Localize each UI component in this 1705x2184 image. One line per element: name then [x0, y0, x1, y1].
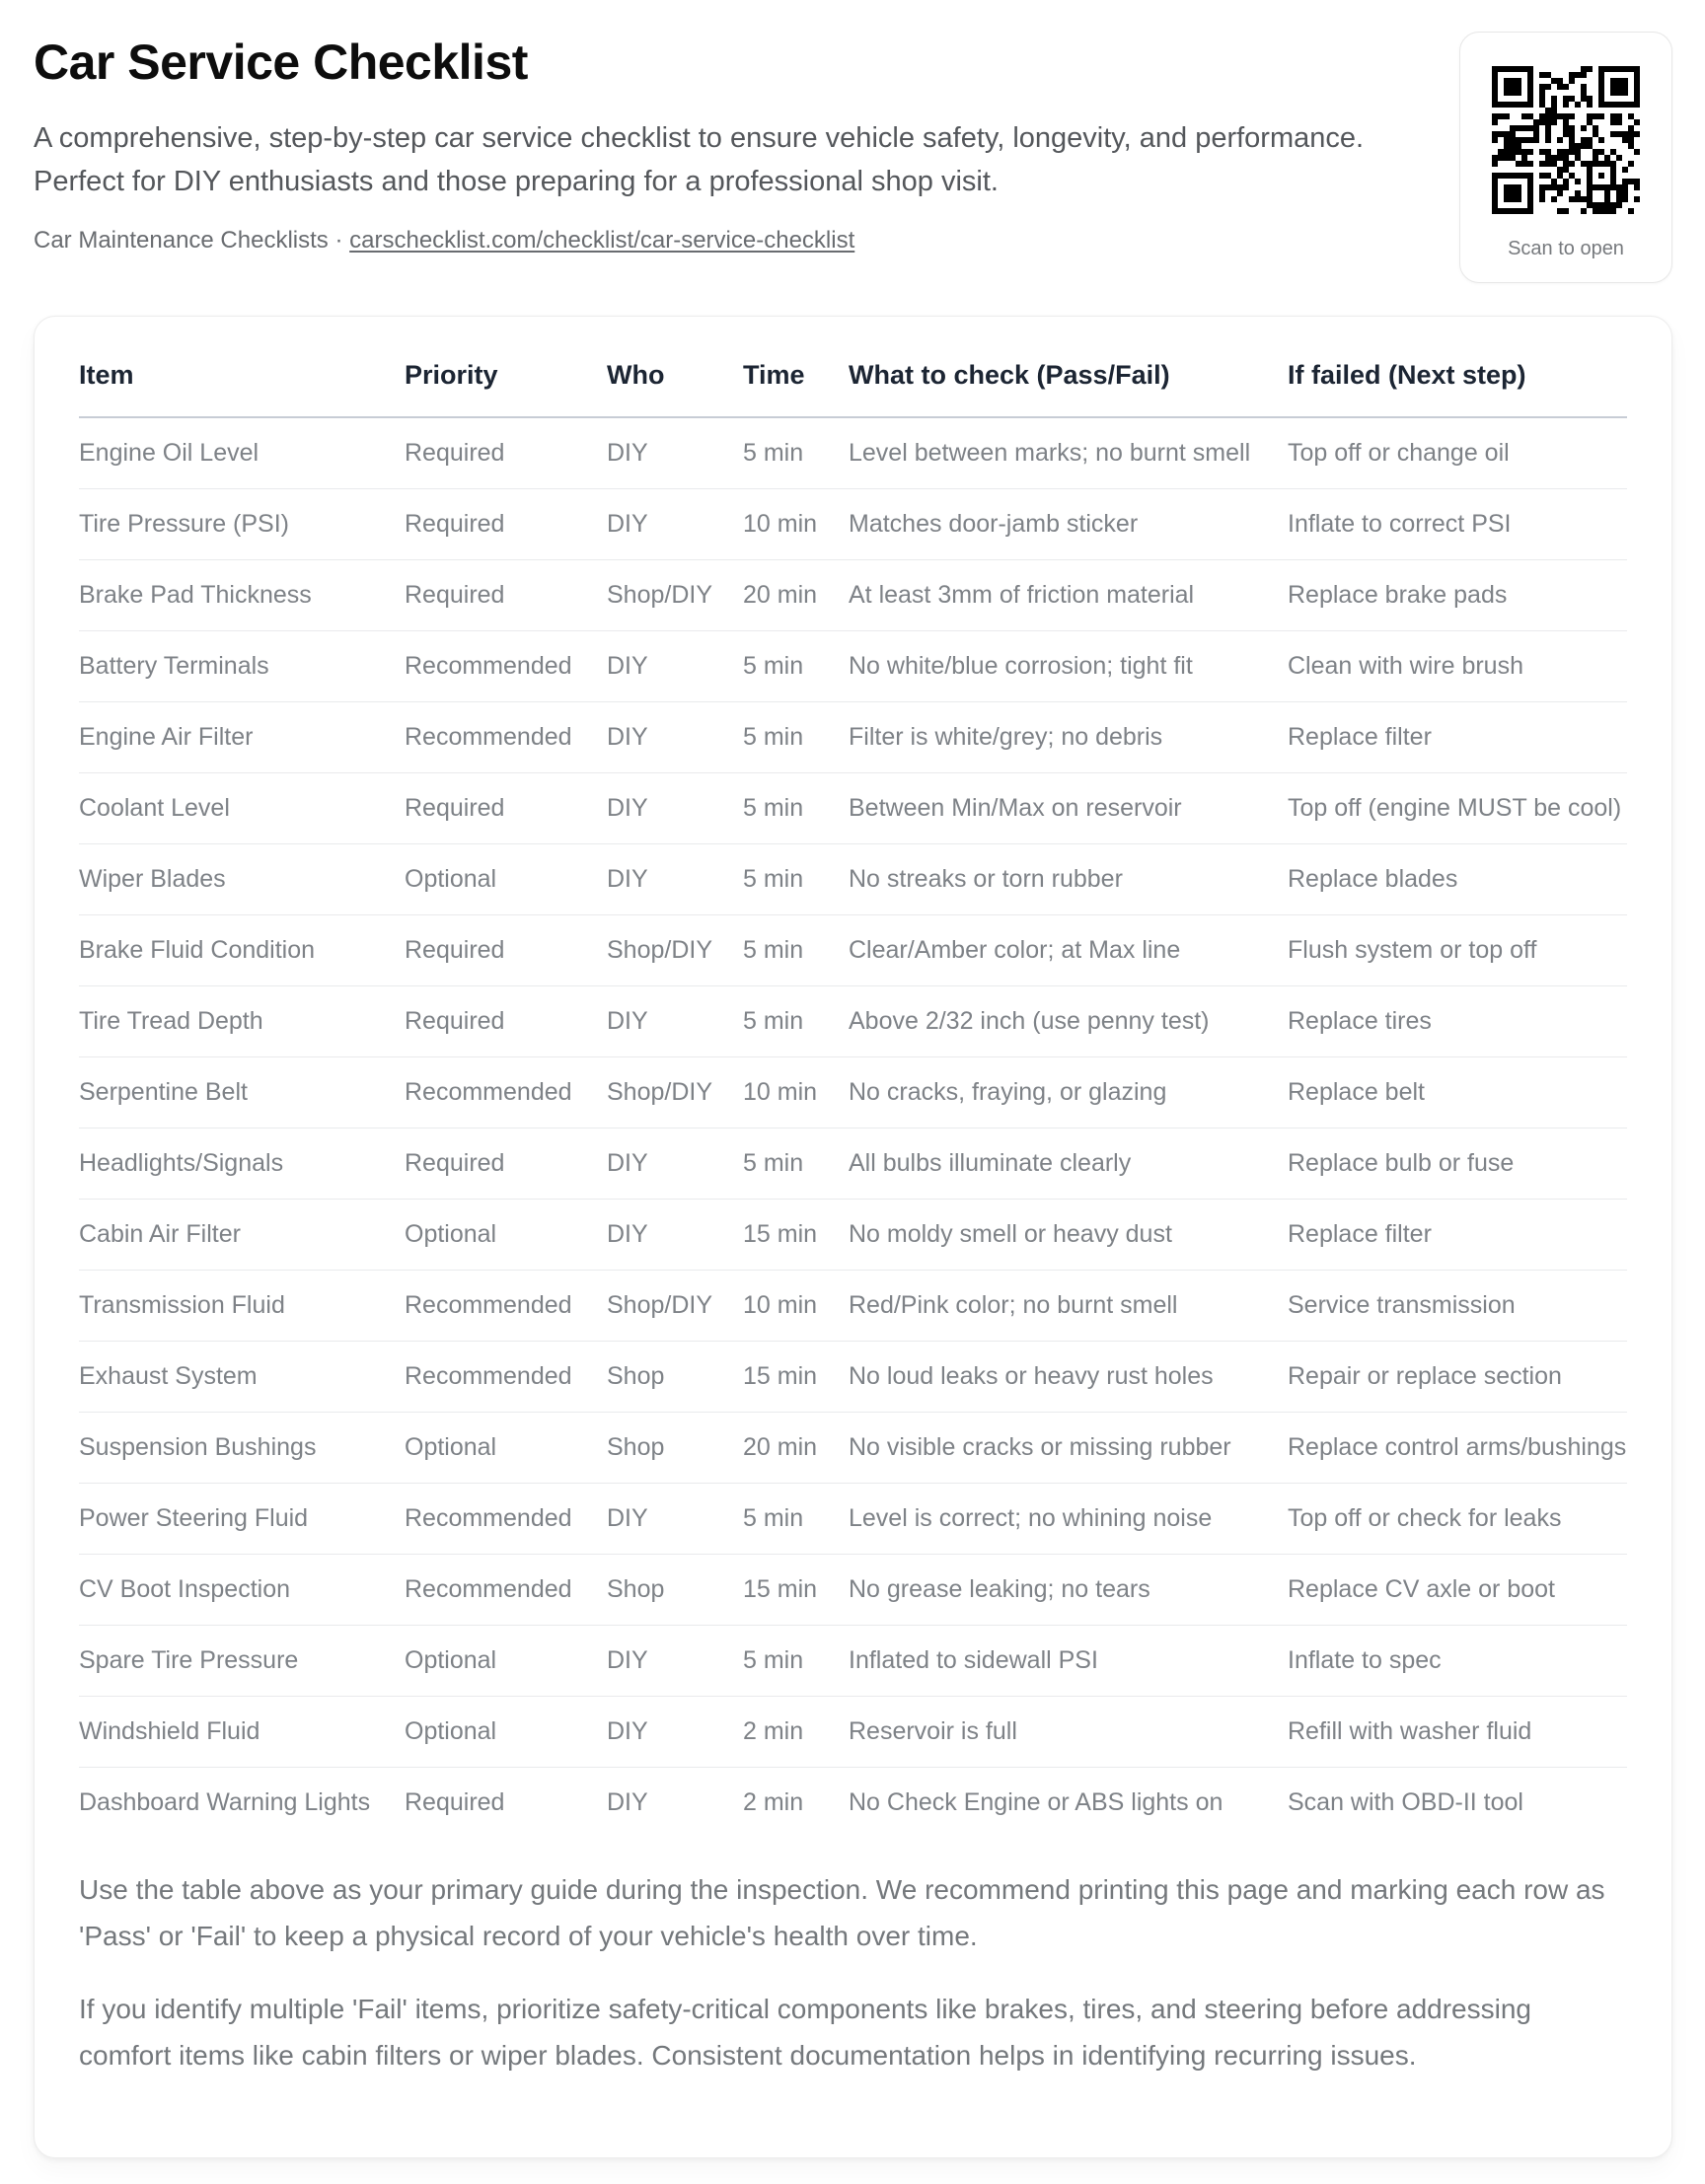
- cell-who: DIY: [607, 701, 743, 772]
- cell-priority: Recommended: [405, 1483, 607, 1554]
- cell-who: DIY: [607, 843, 743, 914]
- cell-time: 10 min: [743, 1270, 849, 1341]
- cell-who: Shop/DIY: [607, 1270, 743, 1341]
- cell-time: 5 min: [743, 1483, 849, 1554]
- table-row: [79, 843, 1627, 914]
- cell-time: 20 min: [743, 559, 849, 630]
- checklist-table: [79, 317, 1627, 1838]
- cell-if-failed: Flush system or top off: [1288, 914, 1627, 985]
- cell-item: Engine Oil Level: [79, 417, 405, 488]
- table-row: [79, 1270, 1627, 1341]
- cell-item: Engine Air Filter: [79, 701, 405, 772]
- column-header-item: Item: [79, 317, 405, 417]
- cell-priority: Optional: [405, 1625, 607, 1696]
- breadcrumb-category: Car Maintenance Checklists: [34, 227, 329, 255]
- cell-time: 5 min: [743, 701, 849, 772]
- qr-code: [1492, 66, 1640, 214]
- table-row: [79, 914, 1627, 985]
- cell-if-failed: Replace blades: [1288, 843, 1627, 914]
- cell-who: DIY: [607, 1696, 743, 1767]
- table-body: [79, 417, 1627, 1838]
- cell-item: Coolant Level: [79, 772, 405, 843]
- cell-who: Shop: [607, 1412, 743, 1483]
- cell-check: Red/Pink color; no burnt smell: [849, 1270, 1288, 1341]
- cell-time: 15 min: [743, 1199, 849, 1270]
- cell-priority: Recommended: [405, 701, 607, 772]
- column-header-time: Time: [743, 317, 849, 417]
- column-header-who: Who: [607, 317, 743, 417]
- cell-check: Reservoir is full: [849, 1696, 1288, 1767]
- table-row: [79, 1625, 1627, 1696]
- table-row: [79, 1056, 1627, 1128]
- cell-item: Brake Fluid Condition: [79, 914, 405, 985]
- table-row: [79, 1483, 1627, 1554]
- cell-item: CV Boot Inspection: [79, 1554, 405, 1625]
- cell-priority: Recommended: [405, 1554, 607, 1625]
- qr-label: Scan to open: [1508, 238, 1624, 259]
- cell-priority: Recommended: [405, 1270, 607, 1341]
- cell-item: Transmission Fluid: [79, 1270, 405, 1341]
- cell-if-failed: Replace bulb or fuse: [1288, 1128, 1627, 1199]
- cell-item: Tire Pressure (PSI): [79, 488, 405, 559]
- cell-priority: Recommended: [405, 1056, 607, 1128]
- cell-check: No grease leaking; no tears: [849, 1554, 1288, 1625]
- cell-item: Exhaust System: [79, 1341, 405, 1412]
- cell-who: DIY: [607, 1128, 743, 1199]
- cell-if-failed: Scan with OBD-II tool: [1288, 1787, 1523, 1816]
- cell-check: At least 3mm of friction material: [849, 559, 1288, 630]
- cell-if-failed: Replace belt: [1288, 1056, 1627, 1128]
- cell-item: Battery Terminals: [79, 630, 405, 701]
- table-row: [79, 1767, 1627, 1838]
- cell-if-failed: Top off or change oil: [1288, 417, 1627, 488]
- note-paragraph-1: Use the table above as your primary guide during the inspection. We recommend printing this page and marking each row as 'Pass' or 'Fail' to keep a physical record of your vehicle's health over time.: [79, 1874, 1605, 1951]
- cell-check: No streaks or torn rubber: [849, 843, 1288, 914]
- breadcrumb: [34, 227, 1669, 255]
- cell-who: DIY: [607, 1787, 648, 1816]
- table-row: [79, 985, 1627, 1056]
- cell-if-failed: Service transmission: [1288, 1270, 1627, 1341]
- column-header-priority: Priority: [405, 317, 607, 417]
- table-row: [79, 1412, 1627, 1483]
- cell-check: Filter is white/grey; no debris: [849, 701, 1288, 772]
- cell-who: DIY: [607, 488, 743, 559]
- cell-check: No cracks, fraying, or glazing: [849, 1056, 1288, 1128]
- cell-who: DIY: [607, 985, 743, 1056]
- table-row: [79, 488, 1627, 559]
- cell-if-failed: Replace tires: [1288, 985, 1627, 1056]
- table-row: [79, 630, 1627, 701]
- cell-if-failed: Replace control arms/bushings: [1288, 1412, 1627, 1483]
- table-row: [79, 701, 1627, 772]
- cell-item: Brake Pad Thickness: [79, 559, 405, 630]
- table-row: [79, 559, 1627, 630]
- cell-time: 10 min: [743, 1056, 849, 1128]
- cell-priority: Optional: [405, 1412, 607, 1483]
- cell-who: Shop: [607, 1554, 743, 1625]
- cell-time: 15 min: [743, 1341, 849, 1412]
- table-row: [79, 417, 1627, 488]
- cell-if-failed: Clean with wire brush: [1288, 630, 1627, 701]
- cell-check: No Check Engine or ABS lights on: [849, 1787, 1223, 1816]
- cell-priority: Optional: [405, 1696, 607, 1767]
- cell-check: Clear/Amber color; at Max line: [849, 914, 1288, 985]
- cell-item: Serpentine Belt: [79, 1056, 405, 1128]
- cell-time: 5 min: [743, 914, 849, 985]
- cell-priority: Recommended: [405, 1341, 607, 1412]
- cell-item: Spare Tire Pressure: [79, 1625, 405, 1696]
- cell-priority: Optional: [405, 843, 607, 914]
- cell-item: Wiper Blades: [79, 843, 405, 914]
- cell-item: Suspension Bushings: [79, 1412, 405, 1483]
- cell-priority: Required: [405, 417, 607, 488]
- cell-item: Windshield Fluid: [79, 1696, 405, 1767]
- cell-who: DIY: [607, 630, 743, 701]
- cell-time: 5 min: [743, 630, 849, 701]
- cell-if-failed: Replace filter: [1288, 1199, 1627, 1270]
- column-header-check: What to check (Pass/Fail): [849, 317, 1288, 417]
- cell-who: Shop: [607, 1341, 743, 1412]
- cell-priority: Required: [405, 1128, 607, 1199]
- cell-check: No loud leaks or heavy rust holes: [849, 1341, 1288, 1412]
- table-row: [79, 1128, 1627, 1199]
- breadcrumb-separator: ·: [334, 227, 343, 255]
- cell-priority: Required: [405, 772, 607, 843]
- cell-check: Level between marks; no burnt smell: [849, 417, 1288, 488]
- cell-time: 5 min: [743, 985, 849, 1056]
- cell-time: 2 min: [743, 1696, 849, 1767]
- page-description: A comprehensive, step-by-step car service checklist to ensure vehicle safety, longevity, and performance. Perfect for DIY enthusiasts and those preparing for a professional shop visit.: [34, 122, 1365, 198]
- table-row: [79, 772, 1627, 843]
- cell-if-failed: Inflate to spec: [1288, 1625, 1627, 1696]
- cell-item: Power Steering Fluid: [79, 1483, 405, 1554]
- table-row: [79, 1341, 1627, 1412]
- cell-if-failed: Replace CV axle or boot: [1288, 1554, 1627, 1625]
- table-row: [79, 1199, 1627, 1270]
- cell-time: 15 min: [743, 1554, 849, 1625]
- page-header: [0, 0, 1705, 255]
- cell-check: Inflated to sidewall PSI: [849, 1625, 1288, 1696]
- cell-who: Shop/DIY: [607, 559, 743, 630]
- cell-item: Headlights/Signals: [79, 1128, 405, 1199]
- cell-check: No moldy smell or heavy dust: [849, 1199, 1288, 1270]
- cell-if-failed: Top off (engine MUST be cool): [1288, 772, 1627, 843]
- breadcrumb-link[interactable]: carschecklist.com/checklist/car-service-checklist: [349, 227, 855, 255]
- cell-if-failed: Inflate to correct PSI: [1288, 488, 1627, 559]
- cell-who: DIY: [607, 1625, 743, 1696]
- table-header-row: [79, 317, 1627, 417]
- cell-priority: Required: [405, 1787, 505, 1816]
- cell-who: Shop/DIY: [607, 1056, 743, 1128]
- cell-priority: Required: [405, 559, 607, 630]
- cell-if-failed: Replace brake pads: [1288, 559, 1627, 630]
- cell-item: Dashboard Warning Lights: [79, 1787, 371, 1816]
- cell-priority: Optional: [405, 1199, 607, 1270]
- note-paragraph-2: If you identify multiple 'Fail' items, prioritize safety-critical components like brakes, tires, and steering before addressing comfort items like cabin filters or wiper blades. Consistent documentation helps in identifying recurring issues.: [79, 1994, 1531, 2071]
- cell-if-failed: Replace filter: [1288, 701, 1627, 772]
- cell-check: All bulbs illuminate clearly: [849, 1128, 1288, 1199]
- cell-who: DIY: [607, 1483, 743, 1554]
- cell-time: 2 min: [743, 1787, 804, 1816]
- cell-time: 5 min: [743, 772, 849, 843]
- column-header-if-failed: If failed (Next step): [1288, 317, 1627, 417]
- cell-time: 20 min: [743, 1412, 849, 1483]
- page-title: Car Service Checklist: [34, 35, 528, 90]
- cell-time: 5 min: [743, 417, 849, 488]
- cell-time: 5 min: [743, 1625, 849, 1696]
- cell-check: Matches door-jamb sticker: [849, 488, 1288, 559]
- cell-who: DIY: [607, 772, 743, 843]
- cell-priority: Required: [405, 985, 607, 1056]
- cell-priority: Required: [405, 914, 607, 985]
- cell-item: Tire Tread Depth: [79, 985, 405, 1056]
- cell-check: Above 2/32 inch (use penny test): [849, 985, 1288, 1056]
- cell-if-failed: Repair or replace section: [1288, 1341, 1627, 1412]
- qr-card: [1459, 32, 1672, 283]
- cell-time: 5 min: [743, 1128, 849, 1199]
- cell-check: No visible cracks or missing rubber: [849, 1412, 1288, 1483]
- cell-who: DIY: [607, 1199, 743, 1270]
- cell-if-failed: Refill with washer fluid: [1288, 1696, 1627, 1767]
- cell-who: Shop/DIY: [607, 914, 743, 985]
- cell-who: DIY: [607, 417, 743, 488]
- cell-item: Cabin Air Filter: [79, 1199, 405, 1270]
- cell-priority: Required: [405, 488, 607, 559]
- cell-check: No white/blue corrosion; tight fit: [849, 630, 1288, 701]
- cell-priority: Recommended: [405, 630, 607, 701]
- cell-time: 5 min: [743, 843, 849, 914]
- table-row: [79, 1696, 1627, 1767]
- card-notes: [79, 1838, 1627, 2078]
- checklist-card: [34, 316, 1672, 2158]
- cell-check: Level is correct; no whining noise: [849, 1483, 1288, 1554]
- cell-if-failed: Top off or check for leaks: [1288, 1483, 1627, 1554]
- cell-check: Between Min/Max on reservoir: [849, 772, 1288, 843]
- table-row: [79, 1554, 1627, 1625]
- cell-time: 10 min: [743, 488, 849, 559]
